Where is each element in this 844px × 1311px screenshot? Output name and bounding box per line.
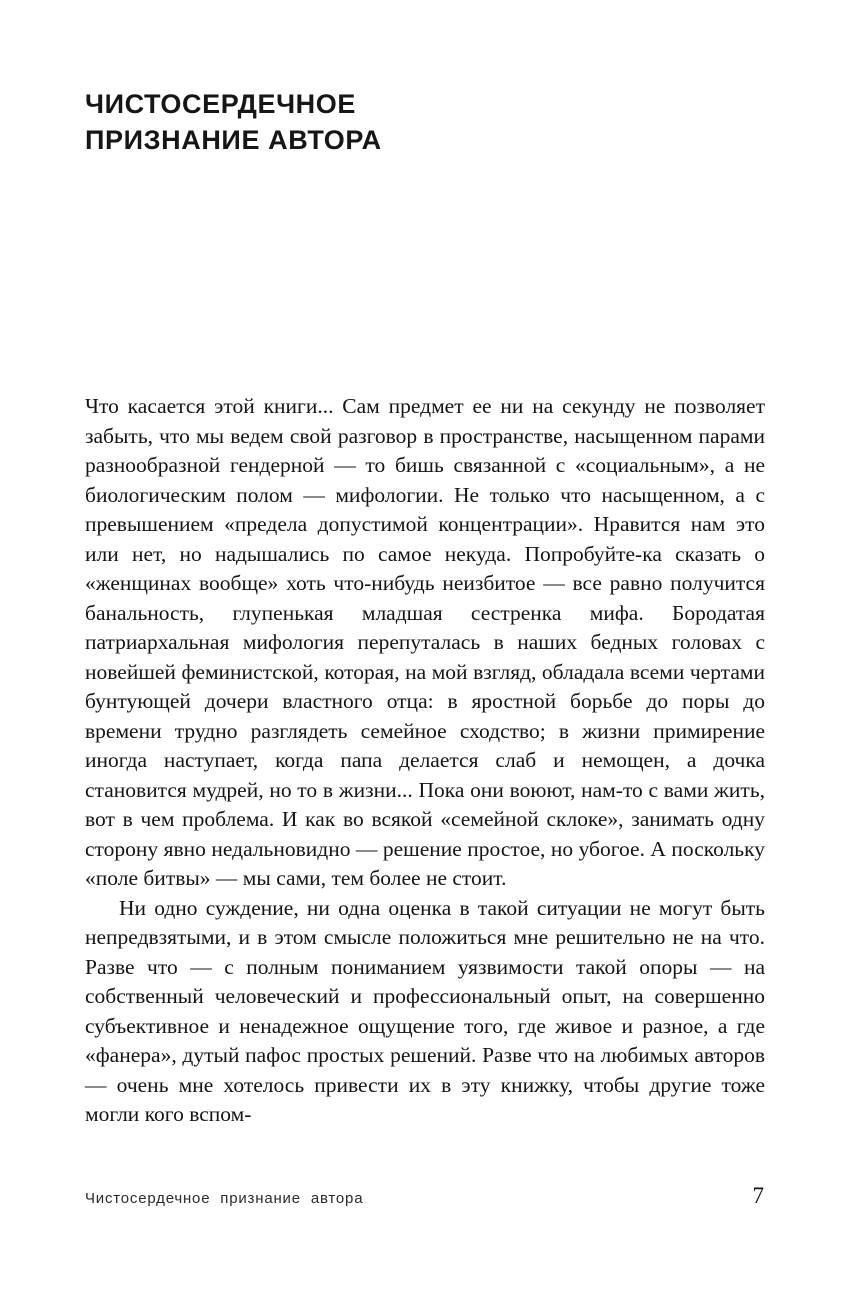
paragraph-2: Ни одно суждение, ни одна оценка в такой ситуации не могут быть непредвзятыми, и в этом смысле положиться мне решительно не на что. Разве что — с полным пониманием уязвимости такой опоры — на собственный человеческий и профессиональный опыт, на совершенно субъективное и ненадежное ощущение того, где живое и разное, а где «фанера», дутый пафос простых решений. Разве что на любимых авторов — очень мне хотелось привести их в эту книжку, чтобы другие тоже могли кого вспом-: [85, 895, 765, 1126]
page-number: 7: [752, 1183, 764, 1208]
paragraph-1: Что касается этой книги... Сам предмет ее ни на секунду не позволяет забыть, что мы ведем свой разговор в пространстве, насыщенном парами разнообразной гендерной — то бишь связанной с «социальным», а не биологическим полом — мифологии. Не только что насыщенном, а с превышением «предела допустимой концентрации». Нравится нам это или нет, но надышались по самое некуда. Попробуйте-ка сказать о «женщинах вообще» хоть что-нибудь неизбитое — все равно получится банальность, глупенькая младшая сестренка мифа. Бородатая патриархальная мифология перепуталась в наших бедных головах с новейшей феминистской, которая, на мой взгляд, обладала всеми чертами бунтующей дочери властного отца: в яростной борьбе до поры до времени трудно разглядеть семейное сходство; в жизни примирение иногда наступает, когда папа делается слаб и немощен, а дочка становится мудрей, но то в жизни... Пока они воюют, нам-то с вами жить, вот в чем проблема. И как во всякой «семейной склоке», занимать одну сторону явно недальновидно — решение простое, но убогое. А поскольку «поле битвы» — мы сами, тем более не стоит.: [85, 394, 765, 890]
page-footer: [85, 1183, 764, 1209]
running-title: Чистосердечное признание автора: [85, 1190, 364, 1207]
body-text: [85, 392, 765, 1130]
chapter-heading: [85, 86, 382, 158]
chapter-heading-line-1: ЧИСТОСЕРДЕЧНОЕ: [85, 89, 356, 119]
chapter-heading-line-2: ПРИЗНАНИЕ АВТОРА: [85, 125, 382, 155]
